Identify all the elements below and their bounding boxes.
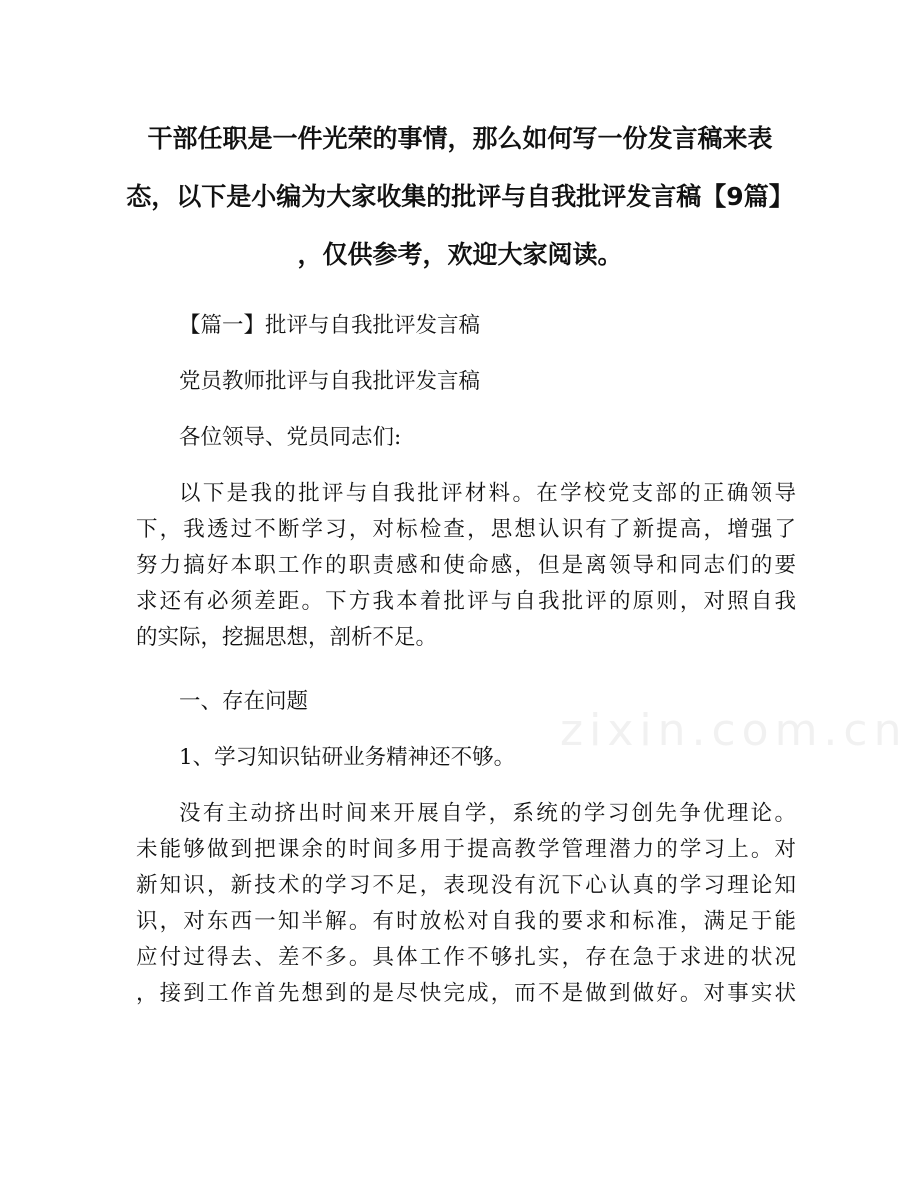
body-paragraph — [136, 476, 796, 656]
paragraph-line: ，接到工作首先想到的是尽快完成，而不是做到做好。对事实状 — [136, 981, 796, 1006]
section-heading: 【篇一】批评与自我批评发言稿 — [179, 313, 481, 338]
intro-line: 态，以下是小编为大家收集的批评与自我批评发言稿【9篇】 — [126, 182, 794, 211]
intro-line: ，仅供参考，欢迎大家阅读。 — [297, 240, 623, 269]
paragraph-line: 新知识，新技术的学习不足，表现没有沉下心认真的学习理论知 — [136, 873, 796, 898]
list-item: 1、学习知识钻研业务精神还不够。 — [179, 745, 516, 770]
paragraph-line: 以下是我的批评与自我批评材料。在学校党支部的正确领导 — [179, 481, 796, 506]
paragraph-line: 识，对东西一知半解。有时放松对自我的要求和标准，满足于能 — [136, 909, 796, 934]
paragraph-line: 未能够做到把课余的时间多用于提高教学管理潜力的学习上。对 — [136, 837, 796, 862]
paragraph-line: 下，我透过不断学习，对标检查，思想认识有了新提高，增强了 — [136, 517, 796, 542]
intro-paragraph — [120, 110, 800, 284]
body-paragraph — [136, 796, 796, 1012]
document-subtitle: 党员教师批评与自我批评发言稿 — [179, 369, 481, 394]
paragraph-line: 应付过得去、差不多。具体工作不够扎实，存在急于求进的状况 — [136, 945, 796, 970]
paragraph-line: 努力搞好本职工作的职责感和使命感，但是离领导和同志们的要 — [136, 553, 796, 578]
salutation: 各位领导、党员同志们: — [179, 425, 402, 450]
section-title: 一、存在问题 — [179, 689, 309, 714]
document-body — [136, 298, 796, 1030]
watermark: zixin.com.cn — [560, 705, 908, 756]
intro-line: 干部任职是一件光荣的事情，那么如何写一份发言稿来表 — [147, 124, 773, 153]
paragraph-line: 没有主动挤出时间来开展自学，系统的学习创先争优理论。 — [179, 801, 796, 826]
paragraph-line: 的实际，挖掘思想，剖析不足。 — [136, 625, 438, 650]
paragraph-line: 求还有必须差距。下方我本着批评与自我批评的原则，对照自我 — [136, 589, 796, 614]
